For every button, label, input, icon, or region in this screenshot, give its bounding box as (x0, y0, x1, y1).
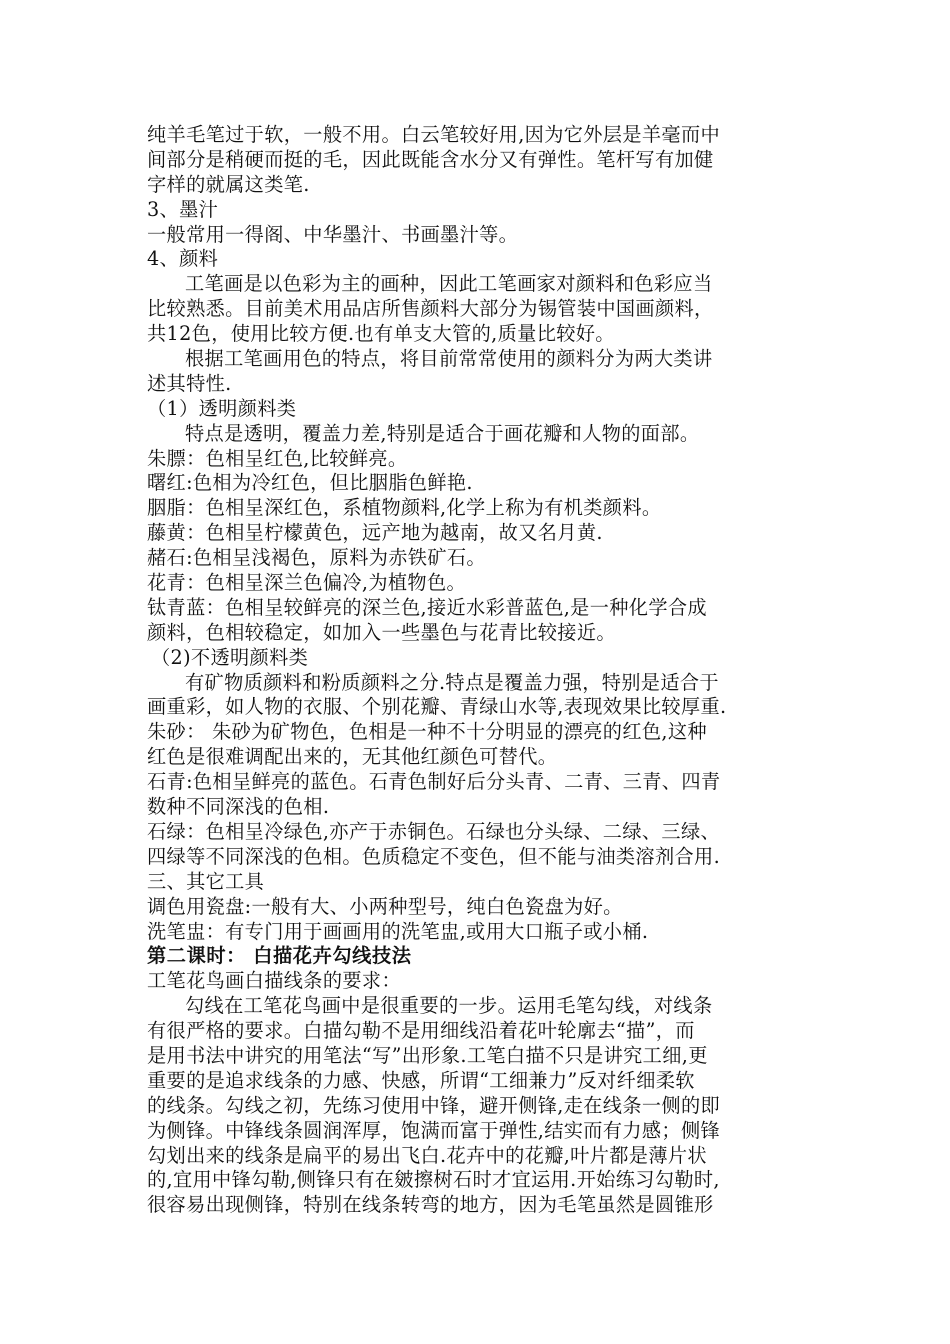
text-line: 朱膘：色相呈红色,比较鲜亮。 (147, 446, 408, 470)
text-line: 曙红:色相为冷红色，但比胭脂色鲜艳. (147, 471, 473, 495)
text-line: 勾线在工笔花鸟画中是很重要的一步。运用毛笔勾线，对线条 (185, 994, 713, 1018)
text-line: 颜料，色相较稳定，如加入一些墨色与花青比较接近。 (147, 620, 616, 644)
text-line: 花青：色相呈深兰色偏冷,为植物色。 (147, 571, 467, 595)
text-line: 的线条。勾线之初，先练习使用中锋，避开侧锋,走在线条一侧的即 (147, 1093, 721, 1117)
text-line: 重要的是追求线条的力感、快感，所谓“工细兼力”反对纤细柔软 (147, 1068, 695, 1092)
section-heading-ink: 3、墨汁 (147, 197, 219, 221)
section-heading-pigments: 4、颜料 (147, 247, 219, 271)
text-line: 很容易出现侧锋，特别在线条转弯的地方，因为毛笔虽然是圆锥形 (147, 1193, 714, 1217)
section-heading-other-tools: 三、其它工具 (147, 869, 265, 893)
text-line: 比较熟悉。目前美术用品店所售颜料大部分为锡管装中国画颜料， (147, 297, 714, 321)
text-line: 述其特性. (147, 371, 232, 395)
text-line: 石绿：色相呈冷绿色,亦产于赤铜色。石绿也分头绿、二绿、三绿、 (147, 819, 721, 843)
text-line: 有矿物质颜料和粉质颜料之分.特点是覆盖力强，特别是适合于 (185, 670, 719, 694)
text-line: 数种不同深浅的色相. (147, 795, 330, 819)
text-line: 工笔花鸟画白描线条的要求： (147, 969, 401, 993)
text-line: 特点是透明，覆盖力差,特别是适合于画花瓣和人物的面部。 (185, 421, 700, 445)
text-line: 的,宜用中锋勾勒,侧锋只有在皴擦树石时才宜运用.开始练习勾勒时, (147, 1168, 720, 1192)
text-line: 画重彩，如人物的衣服、个别花瓣、青绿山水等,表现效果比较厚重. (147, 695, 727, 719)
text-line: 四绿等不同深浅的色相。色质稳定不变色，但不能与油类溶剂合用. (147, 844, 721, 868)
text-line: 有很严格的要求。白描勾勒不是用细线沿着花叶轮廓去“描”，而 (147, 1019, 695, 1043)
text-line: 纯羊毛笔过于软，一般不用。白云笔较好用,因为它外层是羊毫而中 (147, 123, 721, 146)
text-line: 调色用瓷盘:一般有大、小两种型号，纯白色瓷盘为好。 (147, 894, 623, 918)
text-line: 间部分是稍硬而挺的毛，因此既能含水分又有弹性。笔杆写有加健 (147, 147, 714, 171)
text-line: 赭石:色相呈浅褐色，原料为赤铁矿石。 (147, 546, 486, 570)
text-line: 藤黄：色相呈柠檬黄色，远产地为越南，故又名月黄. (147, 521, 603, 545)
lesson-heading: 第二课时： 白描花卉勾线技法 (147, 944, 412, 968)
text-line: 朱砂： 朱砂为矿物色，色相是一种不十分明显的漂亮的红色,这种 (147, 720, 707, 744)
text-line: 洗笔盅：有专门用于画画用的洗笔盅,或用大口瓶子或小桶. (147, 919, 649, 943)
text-line: 胭脂：色相呈深红色，系植物颜料,化学上称为有机类颜料。 (147, 496, 662, 520)
text-line: 是用书法中讲究的用笔法“写”出形象.工笔白描不只是讲究工细,更 (147, 1043, 708, 1067)
text-line: 红色是很难调配出来的，无其他红颜色可替代。 (147, 745, 558, 769)
text-line: 工笔画是以色彩为主的画种，因此工笔画家对颜料和色彩应当 (185, 272, 713, 296)
text-line: 根据工笔画用色的特点，将目前常常使用的颜料分为两大类讲 (185, 347, 713, 371)
text-line: 钛青蓝：色相呈较鲜亮的深兰色,接近水彩普蓝色,是一种化学合成 (147, 595, 707, 619)
body-text (147, 123, 817, 1218)
text-line: 石青:色相呈鲜亮的蓝色。石青色制好后分头青、二青、三青、四青 (147, 770, 721, 794)
text-line: 勾划出来的线条是扁平的易出飞白.花卉中的花瓣,叶片都是薄片状 (147, 1143, 707, 1167)
subheading-opaque: （2)不透明颜料类 (151, 645, 309, 669)
text-line: 字样的就属这类笔. (147, 172, 310, 196)
text-line: 为侧锋。中锋线条圆润浑厚，饱满而富于弹性,结实而有力感；侧锋 (147, 1118, 721, 1142)
subheading-transparent: （1）透明颜料类 (147, 396, 297, 420)
text-line: 一般常用一得阁、中华墨汁、书画墨汁等。 (147, 222, 519, 246)
text-line: 共12色，使用比较方便.也有单支大管的,质量比较好。 (147, 322, 615, 346)
